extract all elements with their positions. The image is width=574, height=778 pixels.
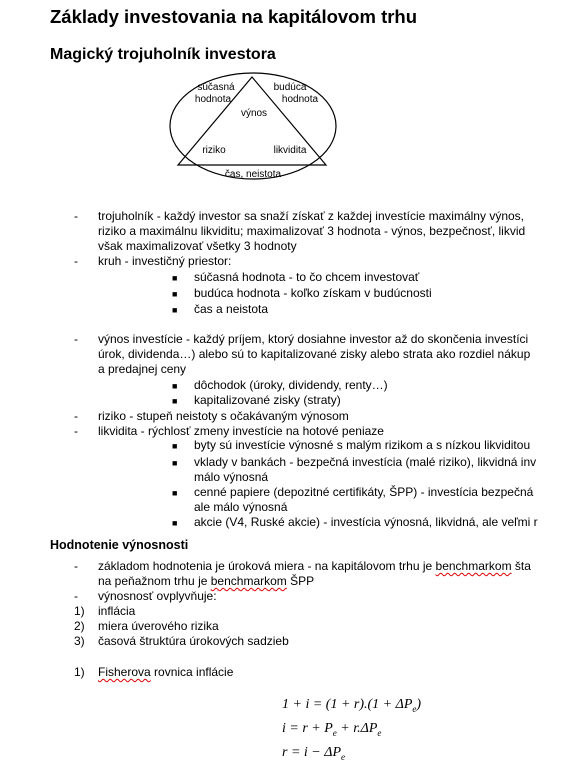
square-bullet-icon: ■ — [172, 396, 178, 406]
list-dash: - — [74, 409, 78, 423]
spellcheck-word: Fisherova — [98, 665, 151, 679]
sub-item-capital-gains: kapitalizované zisky (straty) — [194, 393, 341, 407]
list-dash: - — [74, 589, 78, 603]
square-bullet-icon: ■ — [172, 381, 178, 391]
list-item-interest-rate-line1: základom hodnotenia je úroková miera - na kapitálovom trhu je benchmarkom šta — [98, 559, 531, 573]
list-dash: - — [74, 209, 78, 223]
sub-item-time: čas a neistota — [194, 302, 269, 316]
list-dash: - — [74, 559, 78, 573]
page-title: Základy investovania na kapitálovom trhu — [50, 6, 418, 27]
number-label: 2) — [74, 619, 85, 633]
sub-item-income: dôchodok (úroky, dividendy, renty…) — [194, 378, 388, 392]
equation-fisher-3: $r = i - \Delta P_e$ — [282, 745, 346, 762]
investment-space-circle — [170, 73, 336, 179]
sub-item-present-value: súčasná hodnota - to čo chcem investovať — [194, 270, 420, 284]
diagram-label-present-value-1: súčasná — [197, 82, 235, 93]
diagram-label-time-uncertainty: čas, neistota — [224, 169, 282, 180]
square-bullet-icon: ■ — [172, 273, 178, 283]
list-item-interest-rate-line2: na peňažnom trhu je benchmarkom ŠPP — [98, 574, 315, 588]
square-bullet-icon: ■ — [172, 518, 178, 528]
diagram-label-liquidity: likvidita — [273, 145, 307, 156]
square-bullet-icon: ■ — [172, 305, 178, 315]
factor-credit-risk: miera úverového rizika — [98, 619, 219, 633]
sub-item-deposits-line1: vklady v bankách - bezpečná investícia (malé riziko), likvidná inv — [194, 455, 537, 469]
sub-item-flats: byty sú investície výnosné s malým rizikom a s nízkou likviditou — [194, 438, 531, 452]
square-bullet-icon: ■ — [172, 458, 178, 468]
magic-triangle-diagram — [166, 72, 346, 190]
square-bullet-icon: ■ — [172, 289, 178, 299]
square-bullet-icon: ■ — [172, 488, 178, 498]
sub-item-shares: akcie (V4, Ruské akcie) - investícia výnosná, likvidná, ale veľmi r — [194, 515, 538, 529]
list-item-liquidity: likvidita - rýchlosť zmeny investície na hotové peniaze — [98, 424, 384, 438]
sub-item-future-value: budúca hodnota - koľko získam v budúcnosti — [194, 286, 432, 300]
list-item-yield-line2: úrok, dividenda…) alebo sú to kapitalizované zisky alebo strata ako rozdiel nákup — [98, 347, 531, 361]
factor-inflation: inflácia — [98, 604, 136, 618]
list-dash: - — [74, 254, 78, 268]
spellcheck-word: benchmarkom — [435, 559, 512, 573]
equation-fisher-1: $1 + i = (1 + r).(1 + \Delta P_e)$ — [282, 697, 422, 714]
section-heading-magic-triangle: Magický trojuholník investora — [50, 46, 276, 63]
diagram-label-yield: výnos — [240, 108, 268, 119]
list-item-risk: riziko - stupeň neistoty s očakávaným výnosom — [98, 409, 349, 423]
number-label: 3) — [74, 634, 85, 648]
sub-item-deposits-line2: málo výnosná — [194, 470, 269, 484]
list-dash: - — [74, 424, 78, 438]
section-heading-yield-evaluation: Hodnotenie výnosnosti — [50, 538, 189, 552]
diagram-label-risk: riziko — [202, 145, 226, 156]
list-item-yield-line3: a predajnej ceny — [98, 362, 187, 376]
square-bullet-icon: ■ — [172, 441, 178, 451]
list-item-influences: výnosnosť ovplyvňuje: — [98, 589, 217, 603]
sub-item-securities-line2: ale málo výnosná — [194, 500, 288, 514]
list-item-triangle-line3: však maximalizovať všetky 3 hodnoty — [98, 239, 297, 253]
number-label: 1) — [74, 604, 85, 618]
sub-item-securities-line1: cenné papiere (depozitné certifikáty, ŠPP) - investícia bezpečná — [194, 485, 534, 499]
diagram-label-present-value-2: hodnota — [194, 94, 232, 105]
diagram-label-future-value-2: hodnota — [281, 94, 319, 105]
list-item-yield-line1: výnos investície - každý príjem, ktorý dosiahne investor až do skončenia investíci — [98, 332, 529, 346]
fisher-equation-heading: Fisherova rovnica inflácie — [98, 665, 234, 679]
diagram-label-future-value-1: budúca — [273, 82, 307, 93]
equation-fisher-2: $i = r + P_e + r.\Delta P_e$ — [282, 721, 382, 738]
list-item-triangle-line2: riziko a maximálnu likviditu; maximalizovať 3 hodnota - výnos, bezpečnosť, likvid — [98, 224, 526, 238]
factor-term-structure: časová štruktúra úrokových sadzieb — [98, 634, 289, 648]
number-label: 1) — [74, 665, 85, 679]
list-item-circle: kruh - investičný priestor: — [98, 254, 232, 268]
spellcheck-word: benchmarkom — [210, 574, 287, 588]
list-dash: - — [74, 332, 78, 346]
list-item-triangle-line1: trojuholník - každý investor sa snaží získať z každej investície maximálny výnos, — [98, 209, 524, 223]
